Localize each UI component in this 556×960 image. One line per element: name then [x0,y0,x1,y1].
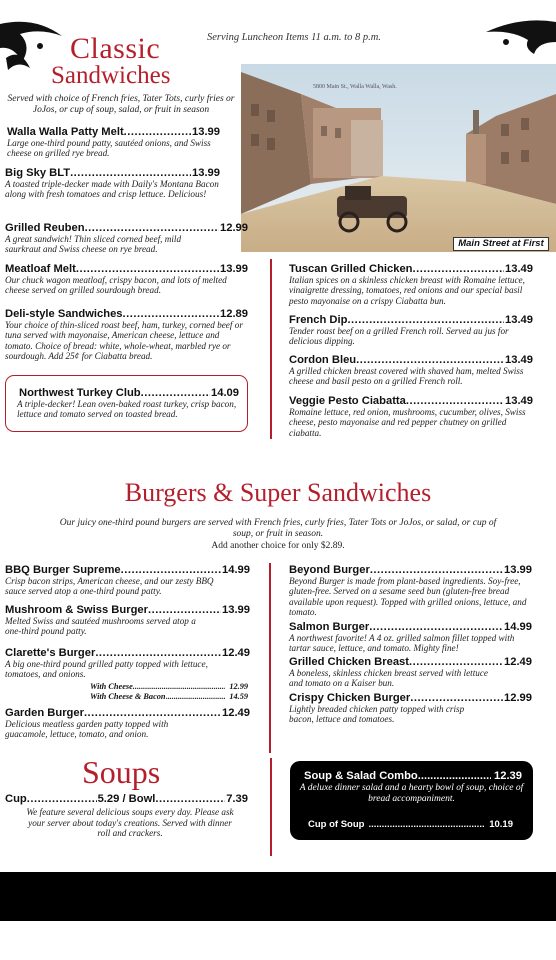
soup-prices [5,793,248,805]
option-label: With Cheese [90,682,133,691]
item-description: A grilled chicken breast covered with shaved ham, melted Swiss cheese and basil pesto on a grilled French roll. [289,366,524,387]
item-price: 13.99 [192,167,220,179]
item-price: 13.49 [505,263,533,275]
item-price: 12.89 [220,308,248,320]
item-description: A triple-decker! Lean oven-baked roast turkey, crisp bacon, lettuce and tomato served on toasted bread. [17,399,237,420]
bottom-border-strip [0,921,556,960]
item-description: Delicious meatless garden patty topped with guacamole, lettuce, tomato, and onion. [5,719,169,740]
item-description: A boneless, skinless chicken breast served with lettuce and tomato on a Kaiser bun. [289,668,489,689]
soup-bowl-price: 7.39 [226,793,248,805]
item-description: A toasted triple-decker made with Daily's Montana Bacon along with fresh tomatoes and crisp lettuce. Delicious! [5,179,219,200]
soup-cup-label: Cup [5,793,27,805]
item-description: Italian spices on a skinless chicken breast with Romaine lettuce, vinaigrette dressing, tomatoes, red onions and our special basil pesto mayonaise on a crispy Ciabatta bun. [289,275,525,306]
option-with-cheese [90,682,248,691]
item-name: Veggie Pesto Ciabatta [289,395,406,407]
menu-page [0,18,556,872]
menu-item-salmon-burger [289,621,532,654]
item-name: Northwest Turkey Club [19,387,141,399]
item-name: Mushroom & Swiss Burger [5,604,148,616]
item-price: 12.49 [222,707,250,719]
menu-item-mushroom-swiss [5,604,250,637]
item-description: A big one-third pound grilled patty topped with lettuce, tomatoes, and onions. [5,659,208,680]
menu-item-grilled-reuben [5,222,248,255]
menu-item-bbq-burger [5,564,250,597]
item-name: Garden Burger [5,707,84,719]
item-price: 14.99 [504,621,532,633]
item-price: 13.49 [505,395,533,407]
soup-salad-combo-box [290,761,533,840]
item-name: Salmon Burger [289,621,370,633]
item-price: 12.99 [220,222,248,234]
menu-item-garden-burger [5,707,250,740]
item-price: 12.99 [504,692,532,704]
item-price: 13.99 [192,126,220,138]
item-name: Cordon Bleu [289,354,357,366]
burgers-add-choice: Add another choice for only $2.89. [211,541,345,551]
classic-title-line1: Classic [70,32,161,65]
soups-title: Soups [82,754,161,790]
burgers-column-divider [269,563,271,753]
item-name: Clarette's Burger [5,647,96,659]
item-description: Melted Swiss and sautéed mushrooms served atop a one-third pound patty. [5,616,196,637]
menu-item-meatloaf-melt [5,263,248,296]
item-description: A northwest favorite! A 4 oz. grilled salmon fillet topped with tartar sauce, lettuce, and tomato. Mighty fine! [289,633,515,654]
item-description: Large one-third pound patty, sautéed onions, and Swiss cheese on grilled rye bread. [7,138,211,159]
item-description: Romaine lettuce, red onion, mushrooms, cucumber, olives, Swiss cheese, pesto mayonaise and red pepper chutney on grilled ciabatta. [289,407,526,438]
item-description: Beyond Burger is made from plant-based ingredients. Soy-free, gluten-free. Served on a sesame seed bun (gluten-free bread available upon request). Topped with grilled onions, lettuce, and tomato. [289,576,527,617]
item-price: 14.99 [222,564,250,576]
classic-column-divider [270,259,272,439]
item-price: 13.49 [505,354,533,366]
option-with-cheese-bacon [90,692,248,701]
item-price: 14.09 [211,387,239,399]
item-description: Your choice of thin-sliced roast beef, ham, turkey, corned beef or tuna served with mayonaise, American cheese, lettuce and tomato. Choice of bread: white, whole-wheat, marbled rye or sourdough. Add 25¢ for Ciabatta bread. [5,320,243,361]
corner-flourish-right-icon [476,18,556,58]
combo-cup-price: 10.19 [489,819,513,830]
menu-item-grilled-chicken-breast [289,656,532,689]
option-price: 14.59 [229,692,248,701]
item-price: 13.99 [220,263,248,275]
combo-description: A deluxe dinner salad and a hearty bowl of soup, choice of bread accompaniment. [299,783,524,804]
combo-price: 12.39 [494,770,522,782]
menu-item-beyond-burger [289,564,532,617]
item-name: Walla Walla Patty Melt [7,126,124,138]
soup-cup-price: 5.29 / Bowl [97,793,156,805]
item-description: Tender roast beef on a grilled French roll. Served au jus for delicious dipping. [289,326,509,347]
item-description: Crisp bacon strips, American cheese, and our zesty BBQ sauce served atop a one-third pound patty. [5,576,214,597]
top-border-strip [0,0,556,18]
classic-title-line2: Sandwiches [51,62,171,89]
soups-column-divider [270,758,272,856]
photo-street-sign: 5800 Main St., Walla Walla, Wash. [313,84,397,90]
item-price: 13.99 [222,604,250,616]
item-name: Big Sky BLT [5,167,71,179]
item-name: Deli-style Sandwiches [5,308,123,320]
combo-cup-label: Cup of Soup [308,819,365,830]
item-name: Beyond Burger [289,564,370,576]
serving-hours: Serving Luncheon Items 11 a.m. to 8 p.m. [207,32,381,43]
item-name: Meatloaf Melt [5,263,76,275]
option-label: With Cheese & Bacon [90,692,166,701]
soups-description: We feature several delicious soups every day. Please ask your server about today's creations. Served with dinner roll and crackers. [26,807,234,838]
item-name: Grilled Chicken Breast [289,656,409,668]
classic-intro: Served with choice of French fries, Tater Tots, curly fries or JoJos, or cup of soup, salad, or fruit in season [7,94,235,115]
item-name: French Dip [289,314,348,326]
item-description: Lightly breaded chicken patty topped with crisp bacon, lettuce and tomatoes. [289,704,465,725]
menu-item-veggie-pesto-ciabatta [289,395,533,438]
item-price: 13.49 [505,314,533,326]
menu-item-crispy-chicken-burger [289,692,532,725]
option-price: 12.99 [229,682,248,691]
item-name: Tuscan Grilled Chicken [289,263,413,275]
main-street-photo [241,64,556,252]
burgers-title: Burgers & Super Sandwiches [124,478,432,507]
item-price: 12.49 [222,647,250,659]
item-description: A great sandwich! Thin sliced corned beef, mild saurkraut and Swiss cheese on rye bread. [5,234,182,255]
menu-item-northwest-turkey-club [19,387,239,420]
menu-item-tuscan-chicken [289,263,533,306]
menu-item-clarettes-burger [5,647,250,680]
menu-item-big-sky-blt [5,167,220,200]
burgers-intro: Our juicy one-third pound burgers are served with French fries, curly fries, Tater Tots or JoJos, or salad, or cup of soup, or fruit in season. [59,518,497,539]
item-description: Our chuck wagon meatloaf, crispy bacon, and lots of melted cheese served on grilled sourdough bread. [5,275,227,296]
photo-caption: Main Street at First [453,237,549,251]
item-name: BBQ Burger Supreme [5,564,121,576]
menu-item-deli-style [5,308,248,361]
item-name: Crispy Chicken Burger [289,692,411,704]
item-name: Grilled Reuben [5,222,85,234]
menu-item-french-dip [289,314,533,347]
item-price: 13.99 [504,564,532,576]
menu-item-patty-melt [7,126,220,159]
combo-title: Soup & Salad Combo [304,770,418,782]
menu-item-cordon-bleu [289,354,533,387]
item-price: 12.49 [504,656,532,668]
